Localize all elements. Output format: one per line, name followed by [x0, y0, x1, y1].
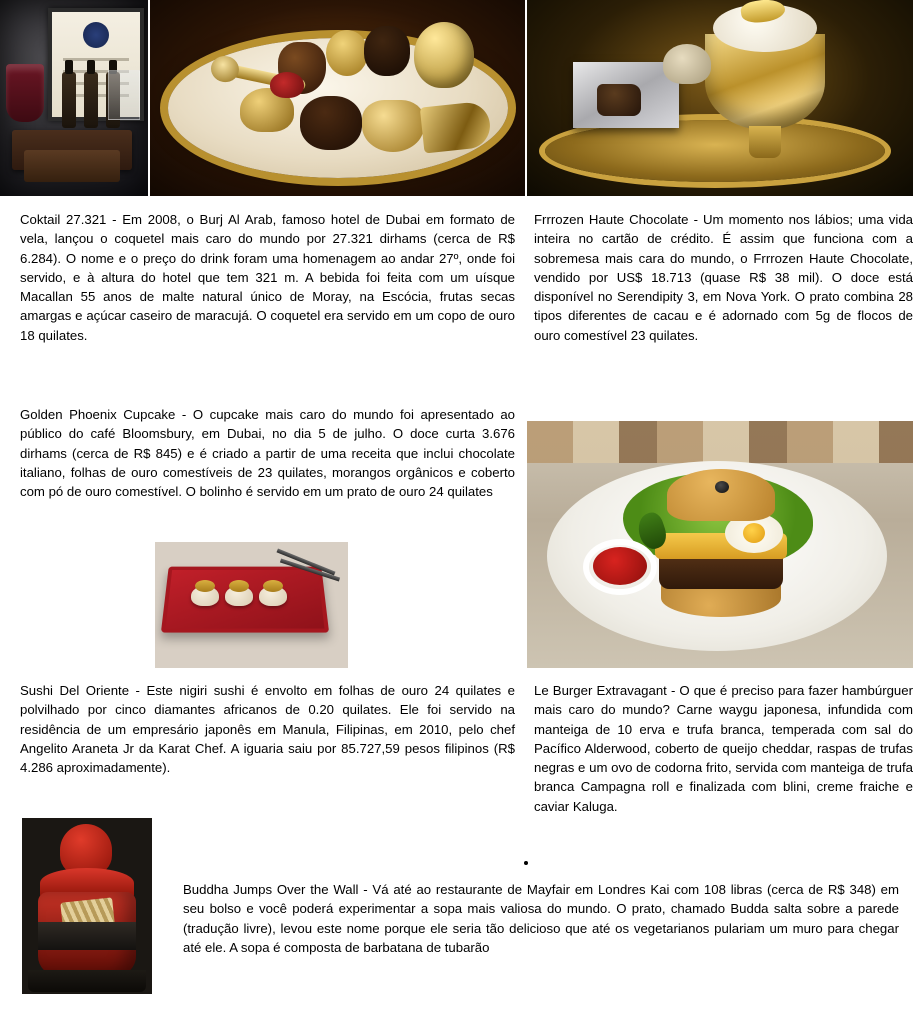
leather-case-lid [24, 150, 120, 182]
chocolate-6 [300, 96, 362, 150]
pot-label-band [38, 922, 136, 950]
chocolate-3 [364, 26, 410, 76]
gold-shell-dessert [414, 22, 474, 88]
seal-icon [83, 22, 109, 48]
pot-base [28, 970, 146, 992]
strawberry [270, 72, 304, 98]
sauce-bowl [583, 539, 657, 595]
buddha-jumps-over-the-wall-photo [22, 818, 152, 994]
list-bullet [524, 861, 528, 865]
bottle-1 [62, 72, 76, 128]
fabric-pouch [663, 44, 711, 84]
frrrozen-haute-chocolate-photo [527, 0, 913, 196]
nigiri-3 [259, 586, 287, 606]
chocolate-2 [326, 30, 368, 76]
wine-glass [6, 64, 44, 122]
gold-tray [545, 120, 885, 182]
le-burger-extravagant-photo [527, 421, 913, 668]
article-coktail-text: Coktail 27.321 - Em 2008, o Burj Al Arab, famoso hotel de Dubai em formato de vela, lançou o coquetel mais caro do mundo por 27.321 dirhams (cerca de R$ 6.284). O nome e o preço do drink foram uma homenagem ao andar 27º, onde foi servido, e à altura do hotel que tem 321 m. A bebida foi feita com um uísque Macallan 55 anos de malte natural único de Moray, na Escócia, frutas secas amargas e açúcar caseiro de maracujá. O coquetel era servido em um copo de ouro 18 quilates. [20, 212, 515, 343]
article-buddha-text: Buddha Jumps Over the Wall - Vá até ao restaurante de Mayfair em Londres Kai com 108 libras (cerca de R$ 348) em seu bolso e você poderá experimentar a sopa mais valiosa do mundo. O prato, chamado Budda salta sobre a parede (tradução livre), levou este nome porque ele seria tão delicioso que até os vegetarianos pulariam um muro para chegar até ele. A sopa é composta de barbatana de tubarão [183, 882, 899, 955]
nigiri-1 [191, 586, 219, 606]
top-bun [667, 469, 775, 521]
marble-background [527, 421, 913, 463]
caviar-garnish [715, 481, 729, 493]
tumbler-glass [108, 70, 140, 120]
chocolate-7 [362, 100, 424, 152]
golden-chocolates-photo [150, 0, 525, 196]
bottle-2 [84, 72, 98, 128]
coktail-27321-photo [0, 0, 148, 196]
truffle [597, 84, 641, 116]
article-golden-phoenix-text: Golden Phoenix Cupcake - O cupcake mais caro do mundo foi apresentado ao público do café Bloomsbury, em Dubai, no dia 5 de julho. O doce curta 3.676 dirhams (cerca de R$ 845) e é criado a partir de uma receita que inclui chocolate italiano, folhas de ouro comestíveis de 23 quilates, morangos orgânicos e coberto com pó de ouro comestível. O bolinho é servido em um prato de ouro 24 quilates [20, 407, 515, 500]
nigiri-2 [225, 586, 253, 606]
article-burger-text: Le Burger Extravagant - O que é preciso para fazer hambúrguer mais caro do mundo? Carne waygu japonesa, infundida com manteiga de 10 erva e trufa branca, temperada com sal do Pacífico Alderwood, coberto de queijo cheddar, raspas de trufas negras e um ovo de codorna frito, servida com manteiga de trufa branca Campagna roll e finalizada com blini, creme fraiche e caviar Kaluga. [534, 683, 913, 814]
article-sushi-text: Sushi Del Oriente - Este nigiri sushi é envolto em folhas de ouro 24 quilates e polvilhado por cinco diamantes africanos de 0.20 quilates. Ele foi servido na residência de um empresário japonês em Manula, Filipinas, em 2010, pelo chef Angelito Araneta Jr da Karat Chef. A iguaria saiu por 85.727,59 pesos filipinos (R$ 4.286 aproximadamente). [20, 683, 515, 776]
sushi-del-oriente-photo [155, 542, 348, 668]
article-frrrozen-text: Frrrozen Haute Chocolate - Um momento nos lábios; uma vida inteira no cartão de crédito. É assim que funciona com a sobremesa mais cara do mundo, o Frrrozen Haute Chocolate, vendido por US$ 18.713 (quase R$ 38 mil). O doce está disponível no Serendipity 3, em Nova York. O prato combina 28 tipos diferentes de cacau e é adornado com 5g de flocos de ouro comestível 23 quilates. [534, 212, 913, 343]
